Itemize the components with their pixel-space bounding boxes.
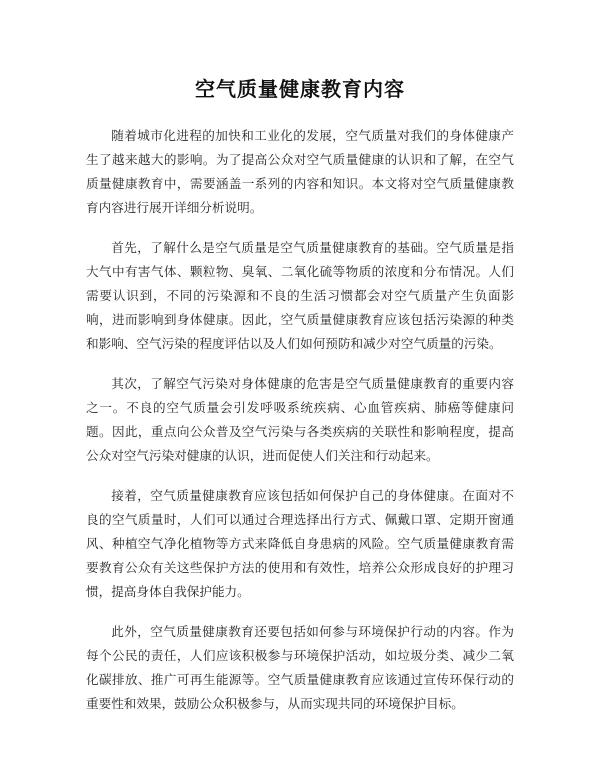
paragraph-health-hazards: 其次，了解空气污染对身体健康的危害是空气质量健康教育的重要内容之一。不良的空气质量会引发呼吸系统疾病、心血管疾病、肺癌等健康问题。因此，重点向公众普及空气污染与各类疾病的关联性和影响程度，提高公众对空气污染对健康的认识，进而促使人们关注和行动起来。 (86, 376, 514, 463)
paragraph-air-quality-basics: 首先，了解什么是空气质量是空气质量健康教育的基础。空气质量是指大气中有害气体、颗粒物、臭氧、二氧化硫等物质的浓度和分布情况。人们需要认识到，不同的污染源和不良的生活习惯都会对空气质量产生负面影响，进而影响到身体健康。因此，空气质量健康教育应该包括污染源的种类和影响、空气污染的程度评估以及人们如何预防和减少对空气质量的污染。 (86, 240, 514, 351)
document-body (86, 124, 514, 716)
document-title: 空气质量健康教育内容 (195, 77, 405, 101)
paragraph-intro: 随着城市化进程的加快和工业化的发展，空气质量对我们的身体健康产生了越来越大的影响。为了提高公众对空气质量健康的认识和了解，在空气质量健康教育中，需要涵盖一系列的内容和知识。本文将对空气质量健康教育内容进行展开详细分析说明。 (86, 128, 514, 215)
paragraph-environmental-action: 此外，空气质量健康教育还要包括如何参与环境保护行动的内容。作为每个公民的责任，人们应该积极参与环境保护活动，如垃圾分类、减少二氧化碳排放、推广可再生能源等。空气质量健康教育应该通过宣传环保行动的重要性和效果，鼓励公众积极参与，从而实现共同的环境保护目标。 (86, 624, 514, 711)
paragraph-self-protection: 接着，空气质量健康教育应该包括如何保护自己的身体健康。在面对不良的空气质量时，人们可以通过合理选择出行方式、佩戴口罩、定期开窗通风、种植空气净化植物等方式来降低自身患病的风险。空气质量健康教育需要教育公众有关这些保护方法的使用和有效性，培养公众形成良好的护理习惯，提高身体自我保护能力。 (86, 488, 514, 599)
